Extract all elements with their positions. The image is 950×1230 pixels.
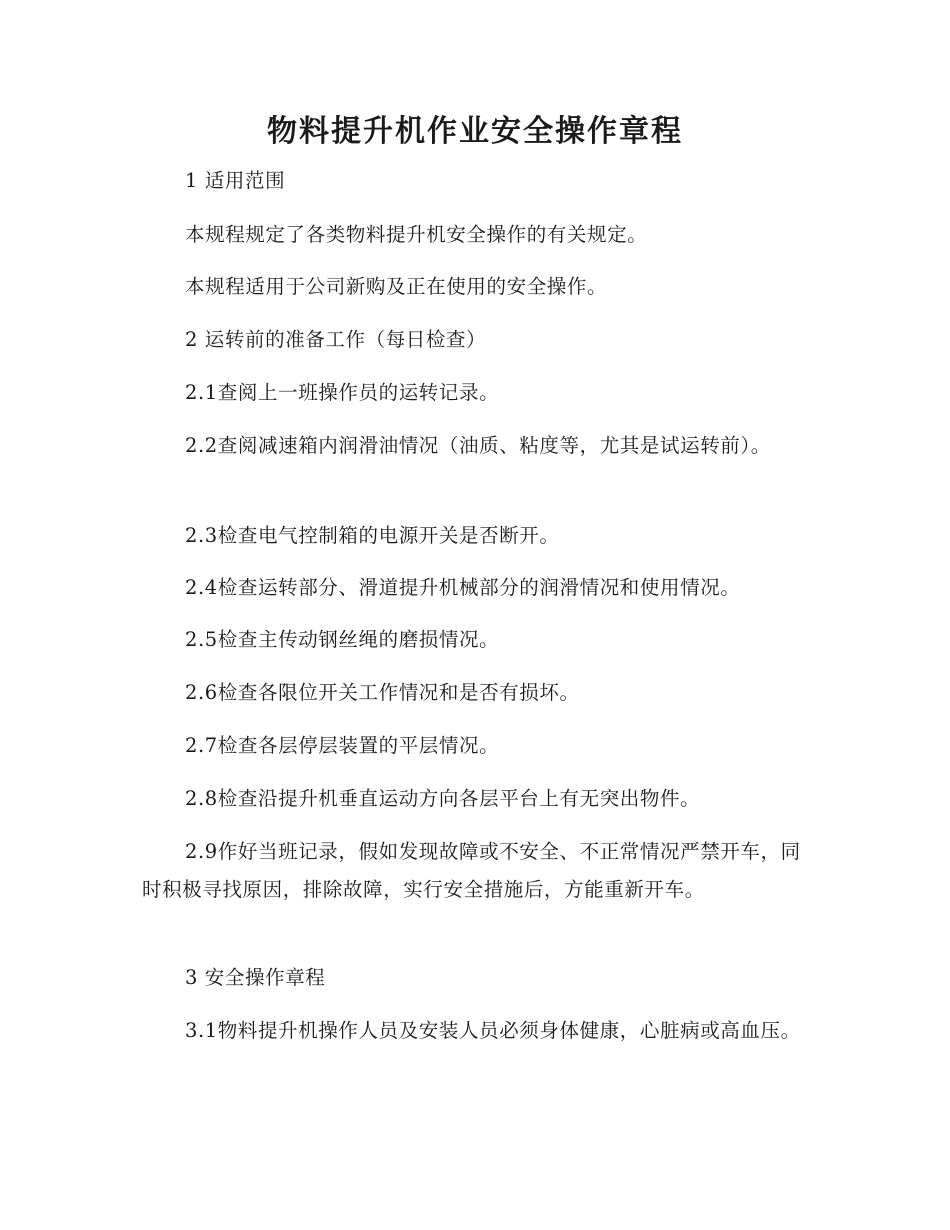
paragraph: 本规程适用于公司新购及正在使用的安全操作。 <box>185 275 608 298</box>
list-item: 2.2查阅减速箱内润滑油情况（油质、粘度等，尤其是试运转前）。 <box>185 434 771 457</box>
section-heading-scope: 1 适用范围 <box>185 169 286 192</box>
paragraph: 本规程规定了各类物料提升机安全操作的有关规定。 <box>185 223 648 246</box>
list-item: 2.5检查主传动钢丝绳的磨损情况。 <box>185 628 500 651</box>
list-item: 2.6检查各限位开关工作情况和是否有损坏。 <box>185 681 580 704</box>
list-item: 2.1查阅上一班操作员的运转记录。 <box>185 381 500 404</box>
document-title: 物料提升机作业安全操作章程 <box>267 114 683 149</box>
section-heading-preparation: 2 运转前的准备工作（每日检查） <box>185 328 487 351</box>
list-item: 2.9作好当班记录，假如发现故障或不安全、不正常情况严禁开车，同时积极寻找原因，排除故障，实行安全措施后，方能重新开车。 <box>142 840 801 901</box>
list-item: 2.8检查沿提升机垂直运动方向各层平台上有无突出物件。 <box>185 787 701 810</box>
list-item: 2.4检查运转部分、滑道提升机械部分的润滑情况和使用情况。 <box>185 576 741 599</box>
list-item: 3.1物料提升机操作人员及安装人员必须身体健康，心脏病或高血压。 <box>185 1019 801 1042</box>
section-heading-safety: 3 安全操作章程 <box>185 966 326 989</box>
list-item: 2.3检查电气控制箱的电源开关是否断开。 <box>185 524 560 547</box>
list-item: 2.7检查各层停层装置的平层情况。 <box>185 734 500 757</box>
